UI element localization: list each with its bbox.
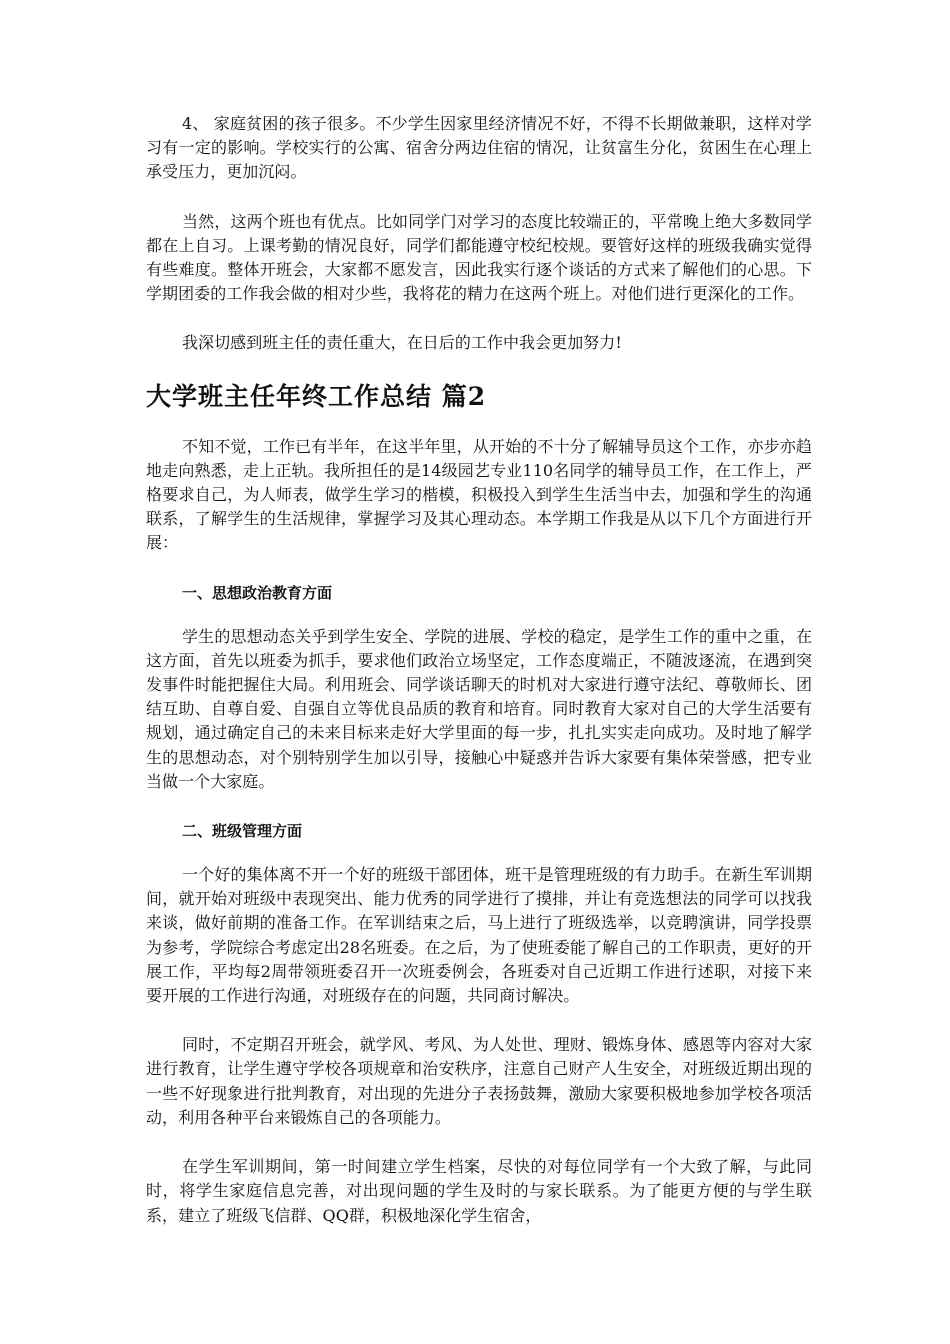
paragraph-strengths: 当然，这两个班也有优点。比如同学门对学习的态度比较端正的，平常晚上绝大多数同学都在上自习。上课考勤的情况良好，同学们都能遵守校纪校规。要管好这样的班级我确实觉得有些难度。整体开班会，大家都不愿发言，因此我实行逐个谈话的方式来了解他们的心思。下学期团委的工作我会做的相对少些，我将花的精力在这两个班上。对他们进行更深化的工作。	[146, 211, 812, 304]
heading-class-management: 二、班级管理方面	[182, 822, 303, 841]
paragraph-political-education: 学生的思想动态关乎到学生安全、学院的进展、学校的稳定，是学生工作的重中之重，在这方面，首先以班委为抓手，要求他们政治立场坚定，工作态度端正，不随波逐流，在遇到突发事件时能把握住大局。利用班会、同学谈话聊天的时机对大家进行遵守法纪、尊敬师长、团结互助、自尊自爱、自强自立等优良品质的教育和培育。同时教育大家对自己的大学生活要有规划，通过确定自己的未来目标来走好大学里面的每一步，扎扎实实走向成功。及时地了解学生的思想动态，对个别特别学生加以引导，接触心中疑惑并告诉大家要有集体荣誉感，把专业当做一个大家庭。	[146, 626, 812, 791]
paragraph-class-meetings: 同时，不定期召开班会，就学风、考风、为人处世、理财、锻炼身体、感恩等内容对大家进行教育，让学生遵守学校各项规章和治安秩序，注意自己财产人生安全，对班级近期出现的一些不好现象进行批判教育，对出现的先进分子表扬鼓舞，激励大家要积极地参加学校各项活动，利用各种平台来锻炼自己的各项能力。	[146, 1035, 812, 1127]
section-title: 大学班主任年终工作总结 篇2	[146, 381, 487, 411]
heading-political-education: 一、思想政治教育方面	[182, 583, 333, 602]
document-body	[146, 112, 812, 1253]
paragraph-poverty: 4、 家庭贫困的孩子很多。不少学生因家里经济情况不好，不得不长期做兼职，这样对学习有一定的影响。学校实行的公寓、宿舍分两边住宿的情况，让贫富生分化，贫困生在心理上承受压力，更加沉闷。	[146, 114, 812, 182]
paragraph-commitment: 我深切感到班主任的责任重大，在日后的工作中我会更加努力!	[182, 333, 622, 353]
paragraph-class-cadres: 一个好的集体离不开一个好的班级干部团体，班干是管理班级的有力助手。在新生军训期间，就开始对班级中表现突出、能力优秀的同学进行了摸排，并让有竞选想法的同学可以找我来谈，做好前期的准备工作。在军训结束之后，马上进行了班级选举，以竞聘演讲，同学投票为参考，学院综合考虑定出28名班委。在之后，为了使班委能了解自己的工作职责，更好的开展工作，平均每2周带领班委召开一次班委例会，各班委对自己近期工作进行述职，对接下来要开展的工作进行沟通，对班级存在的问题，共同商讨解决。	[146, 865, 812, 1006]
paragraph-student-records: 在学生军训期间，第一时间建立学生档案，尽快的对每位同学有一个大致了解，与此同时，将学生家庭信息完善，对出现问题的学生及时的与家长联系。为了能更方便的与学生联系，建立了班级飞信群、QQ群，积极地深化学生宿舍，	[146, 1157, 812, 1225]
paragraph-intro: 不知不觉，工作已有半年，在这半年里，从开始的不十分了解辅导员这个工作，亦步亦趋地走向熟悉，走上正轨。我所担任的是14级园艺专业110名同学的辅导员工作，在工作上，严格要求自己，为人师表，做学生学习的楷模，积极投入到学生生活当中去，加强和学生的沟通联系，了解学生的生活规律，掌握学习及其心理动态。本学期工作我是从以下几个方面进行开展：	[146, 436, 812, 553]
